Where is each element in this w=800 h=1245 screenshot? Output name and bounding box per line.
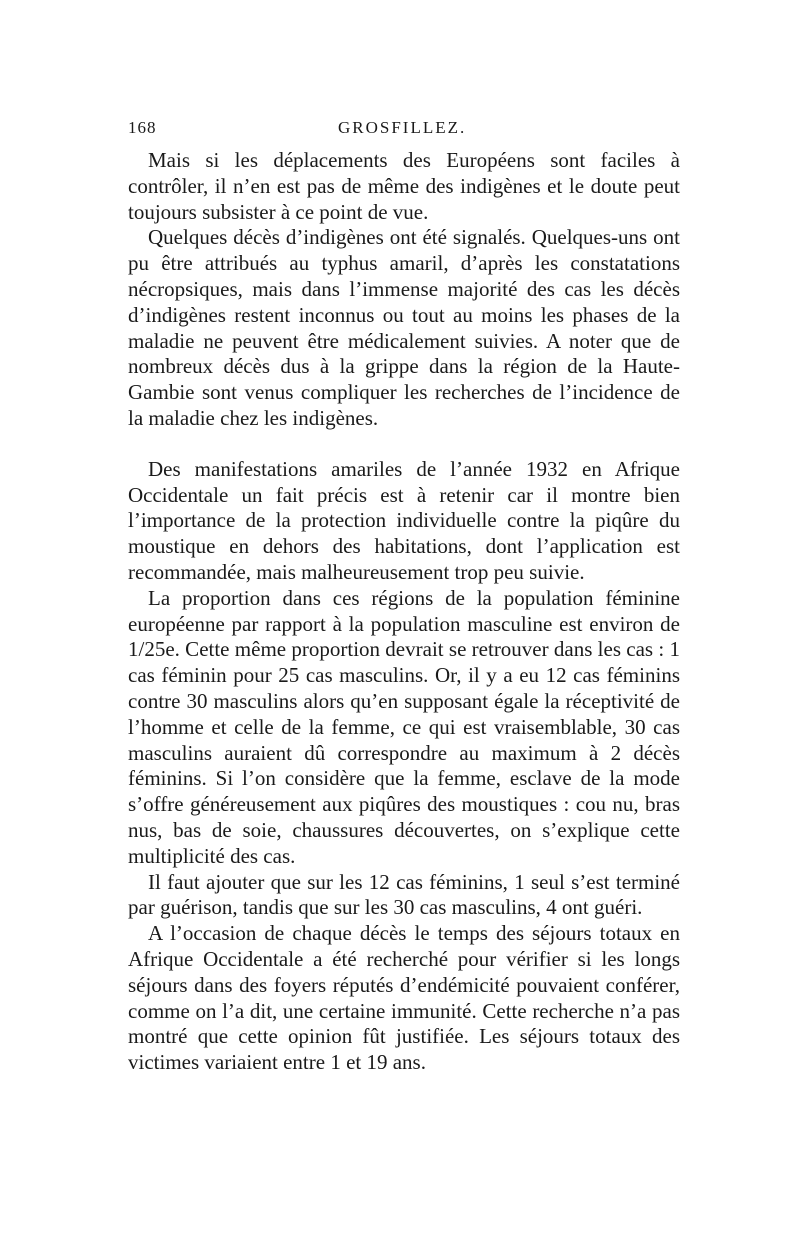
body-text bbox=[128, 148, 680, 1076]
page-number: 168 bbox=[128, 118, 157, 137]
paragraph: Il faut ajouter que sur les 12 cas féminins, 1 seul s’est terminé par guérison, tandis que sur les 30 cas masculins, 4 ont guéri. bbox=[128, 869, 680, 920]
paragraph: Quelques décès d’indigènes ont été signalés. Quelques-uns ont pu être attribués au typhus amaril, d’après les constatations nécropsiques, mais dans l’immense majorité des cas les décès d’indigènes restent inconnus ou tout au moins les phases de la maladie ne peuvent être médicalement suivies. A noter que de nombreux décès dus à la grippe dans la région de la Haute-Gambie sont venus compliquer les recherches de l’incidence de la maladie chez les indigènes. bbox=[128, 225, 680, 430]
running-head bbox=[128, 118, 676, 138]
paragraph: Des manifestations amariles de l’année 1932 en Afrique Occidentale un fait précis est à retenir car il montre bien l’importance de la protection individuelle contre la piqûre du moustique en dehors des habitations, dont l’application est recommandée, mais malheureusement trop peu suivie. bbox=[128, 456, 680, 584]
paragraph: A l’occasion de chaque décès le temps des séjours totaux en Afrique Occidentale a été recherché pour vérifier si les longs séjours dans des foyers réputés d’endémicité pouvaient conférer, comme on l’a dit, une certaine immunité. Cette recherche n’a pas montré que cette opinion fût justifiée. Les séjours totaux des victimes variaient entre 1 et 19 ans. bbox=[128, 921, 680, 1075]
header-title: GROSFILLEZ. bbox=[338, 118, 467, 137]
paragraph: La proportion dans ces régions de la population féminine européenne par rapport à la population masculine est environ de 1/25e. Cette même proportion devrait se retrouver dans les cas : 1 cas féminin pour 25 cas masculins. Or, il y a eu 12 cas féminins contre 30 masculins alors qu’en supposant égale la réceptivité de l’homme et celle de la femme, ce qui est vraisemblable, 30 cas masculins auraient dû correspondre au maximum à 2 décès féminins. Si l’on considère que la femme, esclave de la mode s’offre généreusement aux piqûres des moustiques : cou nu, bras nus, bas de soie, chaussures découvertes, on s’explique cette multiplicité des cas. bbox=[128, 585, 680, 868]
paragraph: Mais si les déplacements des Européens sont faciles à contrôler, il n’en est pas de même des indigènes et le doute peut toujours subsister à ce point de vue. bbox=[128, 148, 680, 224]
